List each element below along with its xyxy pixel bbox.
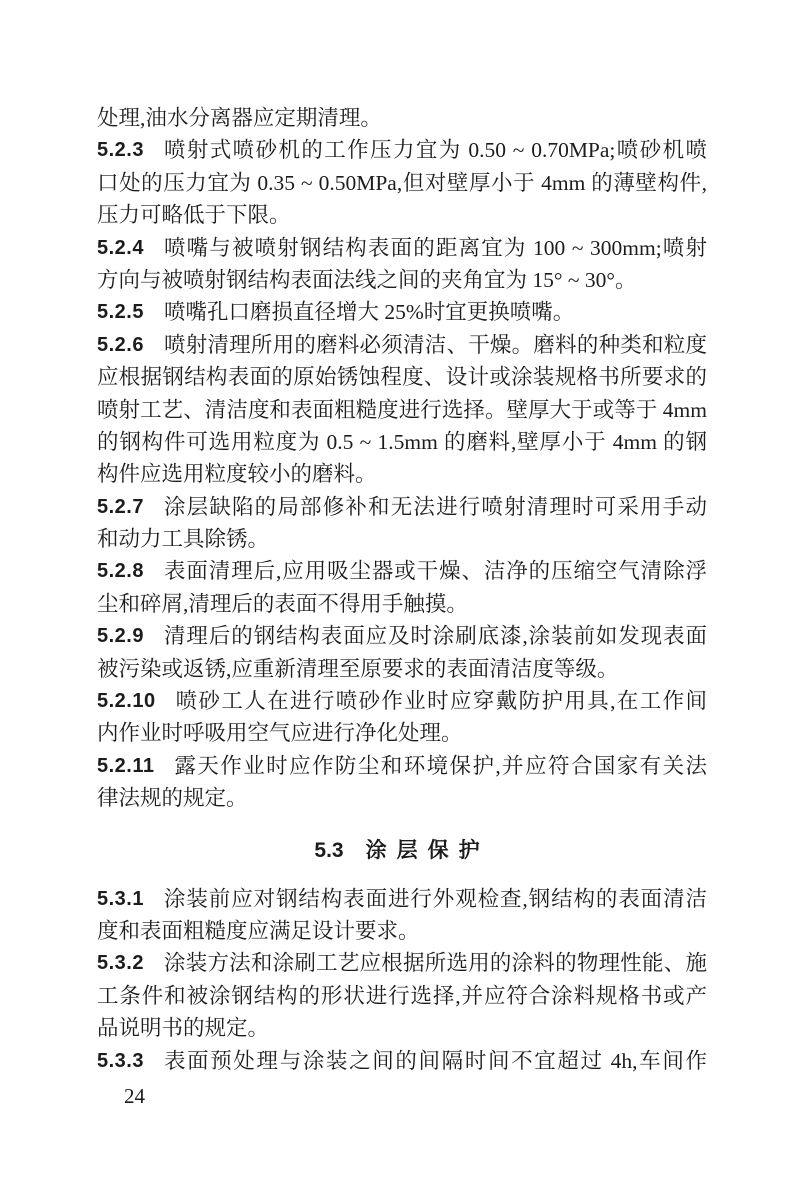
clause-text: 涂装方法和涂刷工艺应根据所选用的涂料的物理性能、施 — [163, 951, 707, 976]
clause-text: 律法规的规定。 — [97, 786, 248, 811]
clause-text: 喷射工艺、清洁度和表面粗糙度进行选择。壁厚大于或等于 4mm — [97, 397, 707, 422]
text-line — [97, 555, 707, 587]
text-line — [97, 1012, 707, 1044]
clause-number: 5.2.3 — [97, 139, 144, 162]
text-line — [97, 750, 707, 782]
clause-text: 清理后的钢结构表面应及时涂刷底漆,涂装前如发现表面 — [163, 624, 707, 649]
text-line — [97, 361, 707, 393]
clause-text: 表面预处理与涂装之间的间隔时间不宜超过 4h,车间作 — [163, 1048, 707, 1073]
clause-paragraph — [97, 329, 707, 491]
clause-text: 口处的压力宜为 0.35 ~ 0.50MPa,但对壁厚小于 4mm 的薄壁构件, — [97, 170, 707, 195]
section-title: 涂层保护 — [365, 838, 490, 862]
clause-text: 工条件和被涂钢结构的形状进行选择,并应符合涂料规格书或产 — [97, 983, 707, 1008]
clause-paragraph — [97, 685, 707, 750]
clause-text: 应根据钢结构表面的原始锈蚀程度、设计或涂装规格书所要求的 — [97, 365, 707, 390]
clause-number: 5.2.6 — [97, 333, 144, 356]
text-line — [97, 1045, 707, 1077]
text-line — [97, 167, 707, 199]
text-line — [97, 232, 707, 264]
text-line — [97, 102, 707, 134]
clause-text: 方向与被喷射钢结构表面法线之间的夹角宜为 15° ~ 30°。 — [97, 267, 637, 292]
clause-text: 喷嘴与被喷射钢结构表面的距离宜为 100 ~ 300mm;喷射 — [163, 235, 707, 260]
text-line — [97, 588, 707, 620]
clause-text: 喷嘴孔口磨损直径增大 25%时宜更换喷嘴。 — [163, 300, 575, 325]
text-line — [97, 947, 707, 979]
section-heading — [97, 835, 707, 867]
text-line — [97, 264, 707, 296]
clause-paragraph — [97, 102, 707, 134]
clause-text: 喷射清理所用的磨料必须清洁、干燥。磨料的种类和粒度 — [163, 332, 707, 357]
clause-paragraph — [97, 232, 707, 297]
text-line — [97, 296, 707, 328]
text-line — [97, 620, 707, 652]
text-line — [97, 329, 707, 361]
clause-number: 5.2.5 — [97, 301, 144, 324]
text-line — [97, 653, 707, 685]
clause-text: 品说明书的规定。 — [97, 1016, 270, 1041]
clause-text: 涂装前应对钢结构表面进行外观检查,钢结构的表面清洁 — [163, 886, 707, 911]
text-line — [97, 883, 707, 915]
clause-number: 5.2.4 — [97, 236, 144, 259]
clause-number: 5.3.3 — [97, 1049, 144, 1072]
clause-text: 的钢构件可选用粒度为 0.5 ~ 1.5mm 的磨料,壁厚小于 4mm 的钢 — [97, 429, 707, 454]
clause-paragraph — [97, 134, 707, 231]
clause-paragraph — [97, 883, 707, 948]
text-line — [97, 458, 707, 490]
text-line — [97, 394, 707, 426]
clause-paragraph — [97, 1045, 707, 1077]
clause-text: 内作业时呼吸用空气应进行净化处理。 — [97, 721, 463, 746]
clause-number: 5.2.8 — [97, 560, 144, 583]
clause-number: 5.3.1 — [97, 887, 144, 910]
page-number: 24 — [124, 1084, 145, 1108]
clause-paragraph — [97, 555, 707, 620]
clause-text: 度和表面粗糙度应满足设计要求。 — [97, 918, 420, 943]
clause-paragraph — [97, 750, 707, 815]
clause-paragraph — [97, 947, 707, 1044]
clause-number: 5.2.11 — [97, 754, 155, 777]
clause-text: 涂层缺陷的局部修补和无法进行喷射清理时可采用手动 — [163, 494, 707, 519]
text-line — [97, 782, 707, 814]
clause-number: 5.2.7 — [97, 495, 144, 518]
clause-text: 尘和碎屑,清理后的表面不得用手触摸。 — [97, 591, 468, 616]
clause-text: 露天作业时应作防尘和环境保护,并应符合国家有关法 — [174, 753, 707, 778]
text-line — [97, 134, 707, 166]
clause-text: 构件应选用粒度较小的磨料。 — [97, 462, 377, 487]
text-line — [97, 717, 707, 749]
document-body — [97, 102, 707, 1077]
clause-number: 5.2.9 — [97, 625, 144, 648]
text-line — [97, 491, 707, 523]
clause-paragraph — [97, 620, 707, 685]
clause-text: 处理,油水分离器应定期清理。 — [97, 106, 382, 130]
section-number: 5.3 — [314, 838, 344, 862]
clause-number: 5.3.2 — [97, 952, 144, 975]
clause-paragraph — [97, 296, 707, 328]
text-line — [97, 915, 707, 947]
text-line — [97, 199, 707, 231]
text-line — [97, 523, 707, 555]
clause-text: 喷砂工人在进行喷砂作业时应穿戴防护用具,在工作间 — [175, 689, 707, 714]
text-line — [97, 426, 707, 458]
clause-text: 喷射式喷砂机的工作压力宜为 0.50 ~ 0.70MPa;喷砂机喷 — [163, 138, 707, 163]
clause-paragraph — [97, 491, 707, 556]
clause-number: 5.2.10 — [97, 690, 156, 713]
text-line — [97, 980, 707, 1012]
clause-text: 压力可略低于下限。 — [97, 203, 291, 228]
clause-text: 和动力工具除锈。 — [97, 527, 270, 552]
clause-text: 表面清理后,应用吸尘器或干燥、洁净的压缩空气清除浮 — [163, 559, 707, 584]
text-line — [97, 685, 707, 717]
clause-text: 被污染或返锈,应重新清理至原要求的表面清洁度等级。 — [97, 656, 619, 681]
